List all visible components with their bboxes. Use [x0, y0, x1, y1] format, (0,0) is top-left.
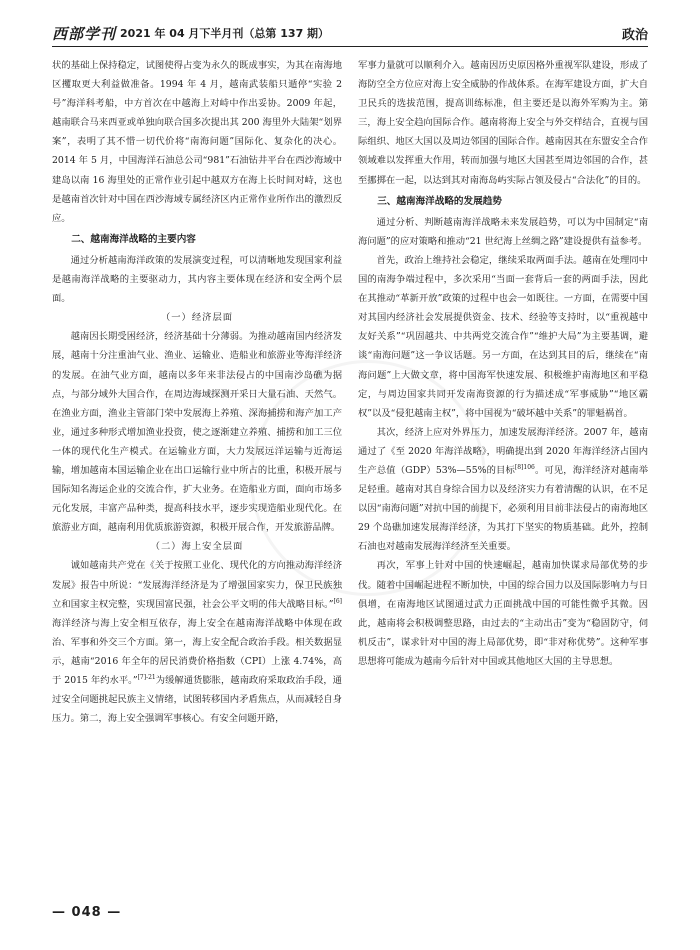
subsection-heading-economy: （一）经济层面 [160, 312, 234, 324]
section-heading-2: 二、越南海洋战略的主要内容 [71, 233, 196, 245]
right-column [358, 56, 648, 671]
paragraph: 通过分析、判断越南海洋战略未来发展趋势，可以为中国制定“南海问题”的应对策略和推动“21 世纪海上丝绸之路”建设提供有益参考。 [358, 216, 648, 247]
journal-logo: 西部学刊 [52, 24, 117, 43]
paragraph: 状的基础上保持稳定，试图使得占变为永久的既成事实，为其在南海地区攫取更大利益做准备。1994 年 4 月，越南武装船只遁停“实验 2 号”海洋科考船，中方首次在中越海上对峙中作出妥协。2009 年起，越南联合马来西亚或单独向联合国多次提出其 200 海里外大陆架“划界案”，表明了其不惜一切代价将“南海问题”国际化、复杂化的决心。2014 年 5 月，中国海洋石油总公司“981”石油钻井平台在西沙海域中建岛以南 16 海里处的正常作业引起中越双方在海上长时间对峙，这也是越南首次针对中国在西沙海域专属经济区内正常作业所作出的激烈反应。 [52, 60, 342, 224]
paragraph: 首先，政治上维持社会稳定，继续采取两面手法。越南在处理同中国的南海争端过程中，多次采用“当面一套背后一套的两面手法，因此在其推动“革新开放”政策的过程中也会一如既往。一方面，在需要中国对其国内经济社会发展提供资金、技术、经验等支持时，以“重视越中友好关系”“巩固越共、中共两党交流合作”“维护大局”为主要基调，避谈“南海问题”这一争议话题。另一方面，在达到其目的后，继续在“南海问题”上大做文章，将中国海军快速发展、积极维护南海地区和平稳定，与周边国家共同开发南海资源的行为描述成“军事威胁”“地区霸权”以及“侵犯越南主权”，将中国视为“破坏越中关系”的罪魁祸首。 [358, 254, 648, 419]
subsection-heading-security: （二）海上安全层面 [150, 541, 244, 553]
citation: [6] [333, 597, 342, 605]
paragraph: 越南因长期受困经济，经济基础十分薄弱。为推动越南国内经济发展，越南十分注重油气业、渔业、运输业、造船业和旅游业等海洋经济的发展。在油气业方面，越南以多年来非法侵占的中国南沙岛礁为据点，与部分域外大国合作，在周边海域探测开采日大量石油、天然气。在渔业方面，渔业主管部门荣中发展海上养殖、深海捕捞和海产加工产业，通过多种形式增加渔业投资，使之逐渐建立养殖、捕捞和加工三位一体的现代化生产模式。在运输业方面，大力发展远洋运输与近海运输，增加越南本国运输企业在出口运输行业中所占的比重，积极开展与国际知名海运企业的交流合作，扩大业务。在造船业方面，面向市场多元化发展，丰富产品种类，提高科技水平，逐步实现造船业现代化。在旅游业方面，越南利用优质旅游资源，积极开展合作，开发旅游品牌。 [52, 331, 342, 534]
paragraph: 军事力量就可以顺利介入。越南因历史原因格外重视军队建设，形成了海防空全方位应对海上安全威胁的作战体系。在海军建设方面，扩大自卫民兵的选拔范围，提高训练标准，但主要还是以海外军购为主。第三，海上安全趋向国际合作。越南将海上安全与外交样结合，直视与国际组织、地区大国以及周边邻国的国际合作。越南因其在东盟安全合作领域难以发挥重大作用，转而加强与地区大国甚至周边邻国的合作，甚至挪掷在一起，以达到其对南海岛屿实际占领及侵占“合法化”的目的。 [358, 60, 648, 186]
masthead [52, 23, 329, 44]
paragraph: 再次，军事上针对中国的快速崛起，越南加快谋求局部优势的步伐。随着中国崛起进程不断加快，中国的综合国力以及国际影响力与日俱增，在南海地区试图通过武力正面挑战中国的可能性微乎其微。因此，越南将会积极调整思路，由过去的“主动出击”变为“稳固防守，伺机反击”，谋求针对中国的海上局部优势，即“非对称优势”。这种军事思想将可能成为越南今后针对中国或其他地区大国的主导思想。 [358, 560, 648, 667]
text-run: 。可见，海洋经济对越南举足轻重。越南对其自身综合国力以及经济实力有着清醒的认识，在不足以因“南海问题”对抗中国的前提下，必须利用目前非法侵占的南海地区 29 个岛礁加速发展海洋经济，为其打下坚实的物质基础。此外，控制石油也对越南发展海洋经济至关重要。 [358, 464, 648, 553]
text-run: 海洋经济与海上安全相互依存，海上安全在越南海洋战略中体现在政治、军事和外交三个方面。第一，海上安全配合政治手段。相关数据显示，越南“2016 年全年的居民消费价格指数（CPI）上涨 4.74%，高于 2015 年约水平。” [52, 617, 342, 686]
citation: [7]-21 [137, 673, 156, 681]
page-header [52, 20, 648, 47]
section-title: 政治 [621, 27, 648, 43]
paragraph [52, 556, 342, 728]
citation: [8]106 [514, 463, 535, 471]
paragraph [358, 423, 648, 557]
text-run: 为缓解通货膨胀，越南政府采取政治手段，通过安全问题挑起民族主义情绪，试图转移国内矛盾焦点，从而减轻自身压力。第二，海上安全强调军事核心。有安全问题开路， [52, 675, 342, 725]
text-run: 其次，经济上应对外界压力，加速发展海洋经济。2007 年，越南通过了《至 2020 年海洋战略》，明确提出到 2020 年海洋经济占国内生产总值（GDP）53%—55%的目标 [358, 426, 648, 476]
issue-info: 2021 年 04 月下半月刊（总第 137 期） [120, 27, 330, 40]
page-number: — 048 — [52, 905, 122, 920]
section-heading-3: 三、越南海洋战略的发展趋势 [377, 195, 502, 207]
left-column [52, 56, 342, 728]
paragraph: 通过分析越南海洋政策的发展演变过程，可以清晰地发现国家利益是越南海洋战略的主要驱动力，其内容主要体现在经济和安全两个层面。 [52, 254, 342, 305]
text-run: 诚如越南共产党在《关于按照工业化、现代化的方向推动海洋经济发展》报告中所说：“发展海洋经济是为了增强国家实力，保卫民族独立和国家主权完整，实现国富民强，社会公平文明的伟大战略目标。” [52, 560, 342, 610]
